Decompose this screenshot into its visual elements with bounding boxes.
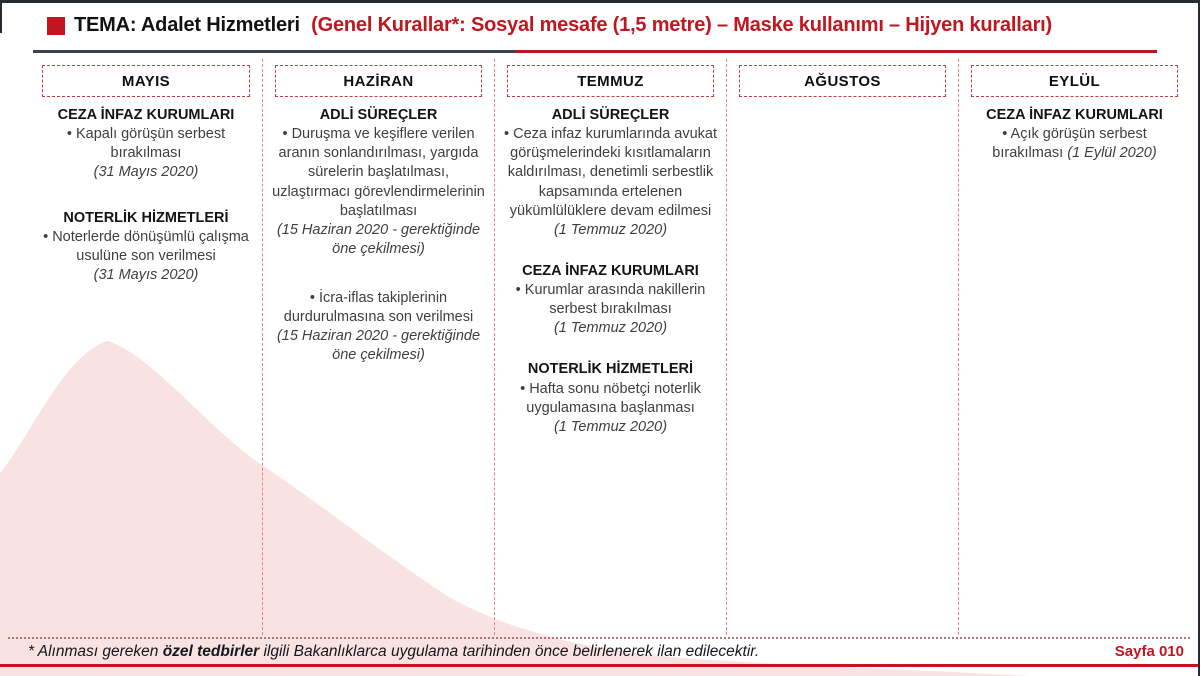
measure-text: • Kapalı görüşün serbest bırakılması [66,126,226,162]
month-box-temmuz [507,65,714,97]
footer-dotted-divider [8,637,1190,639]
month-box-mayis [42,65,250,97]
month-box-haziran [275,65,482,97]
measure-date: (15 Haziran 2020 - gerektiğinde öne çekilmesi) [276,328,481,364]
measure-date: (15 Haziran 2020 - gerektiğinde öne çekilmesi) [276,221,481,257]
column-mayis-body [39,106,253,285]
measure-item [968,106,1181,163]
measure-text-part: • Açık görüşün serbest bırakılması [992,126,1147,162]
measure-item [272,289,485,366]
measure-item [504,262,717,339]
measure-text: • Kurumlar arasında nakillerin serbest bırakılması [515,282,706,318]
measure-date: (1 Temmuz 2020) [553,418,668,435]
measure-date: (1 Eylül 2020) [1067,145,1157,162]
column-mayis [30,59,262,635]
measure-date: (1 Temmuz 2020) [553,320,668,337]
column-eylul-body [968,106,1181,163]
header-underline [33,50,1157,53]
section-heading: NOTERLİK HİZMETLERİ [527,361,694,378]
footer-note-suffix: ilgili Bakanlıklarca uygulama tarihinden önce belirlenerek ilan edilecektir. [259,643,760,660]
page-title [74,14,1052,37]
month-label: AĞUSTOS [804,72,881,90]
column-haziran-body [272,106,485,366]
column-eylul [958,59,1190,635]
section-heading: ADLİ SÜREÇLER [319,107,438,123]
footer-note [28,643,759,661]
left-border-stub [0,3,2,33]
footer [28,643,1184,661]
timeline-columns [30,59,1190,635]
measure-item [504,360,717,437]
month-box-agustos [739,65,946,97]
measure-date: (31 Mayıs 2020) [93,266,199,283]
measure-text: • Hafta sonu nöbetçi noterlik uygulamasına başlanması [520,380,701,416]
column-haziran [262,59,494,635]
section-heading: CEZA İNFAZ KURUMLARI [986,107,1163,123]
month-label: EYLÜL [1048,72,1101,90]
month-label: HAZİRAN [343,72,414,90]
measure-text: • Ceza infaz kurumlarında avukat görüşmelerindeki kısıtlamaların kaldırılması, denetimli serbestlik kapsamında ertelenen yükümlülüklere devam edilmesi [504,126,718,219]
footer-red-line [0,664,1198,667]
page-title-text: TEMA: Adalet Hizmetleri [74,14,300,36]
measure-item [272,106,485,259]
measure-date: (1 Temmuz 2020) [553,221,668,238]
footer-note-bold: özel tedbirler [162,643,260,660]
month-label: TEMMUZ [577,72,644,90]
page-title-rules: (Genel Kurallar*: Sosyal mesafe (1,5 metre) – Maske kullanımı – Hijyen kuralları) [311,14,1052,36]
column-temmuz [494,59,726,635]
measure-text: • İcra-iflas takiplerinin durdurulmasına son verilmesi [283,290,474,326]
measure-text: • Duruşma ve keşiflere verilen aranın sonlandırılması, yargıda sürelerin başlatılması, uzlaştırmacı görevlendirmelerinin başlatılması [272,126,485,219]
measure-item [39,106,253,183]
month-label: MAYIS [121,72,171,90]
measure-text: • Noterlerde dönüşümlü çalışma usulüne son verilmesi [43,228,249,264]
month-box-eylul [971,65,1178,97]
measure-date: (31 Mayıs 2020) [93,164,199,181]
footer-note-prefix: * Alınması gereken [28,643,163,660]
slide-header [47,14,1052,37]
column-agustos [726,59,958,635]
section-heading: ADLİ SÜREÇLER [551,107,670,123]
section-heading: CEZA İNFAZ KURUMLARI [522,262,699,279]
page-number: Sayfa 010 [1114,643,1184,660]
column-temmuz-body [504,106,717,437]
section-heading: NOTERLİK HİZMETLERİ [63,209,229,226]
measure-item [39,209,253,286]
red-square-bullet-icon [47,17,65,35]
section-heading: CEZA İNFAZ KURUMLARI [57,107,235,123]
underline-dark-segment [33,50,516,53]
measure-text [968,125,1181,163]
underline-red-segment [516,50,1157,53]
measure-item [504,106,717,240]
